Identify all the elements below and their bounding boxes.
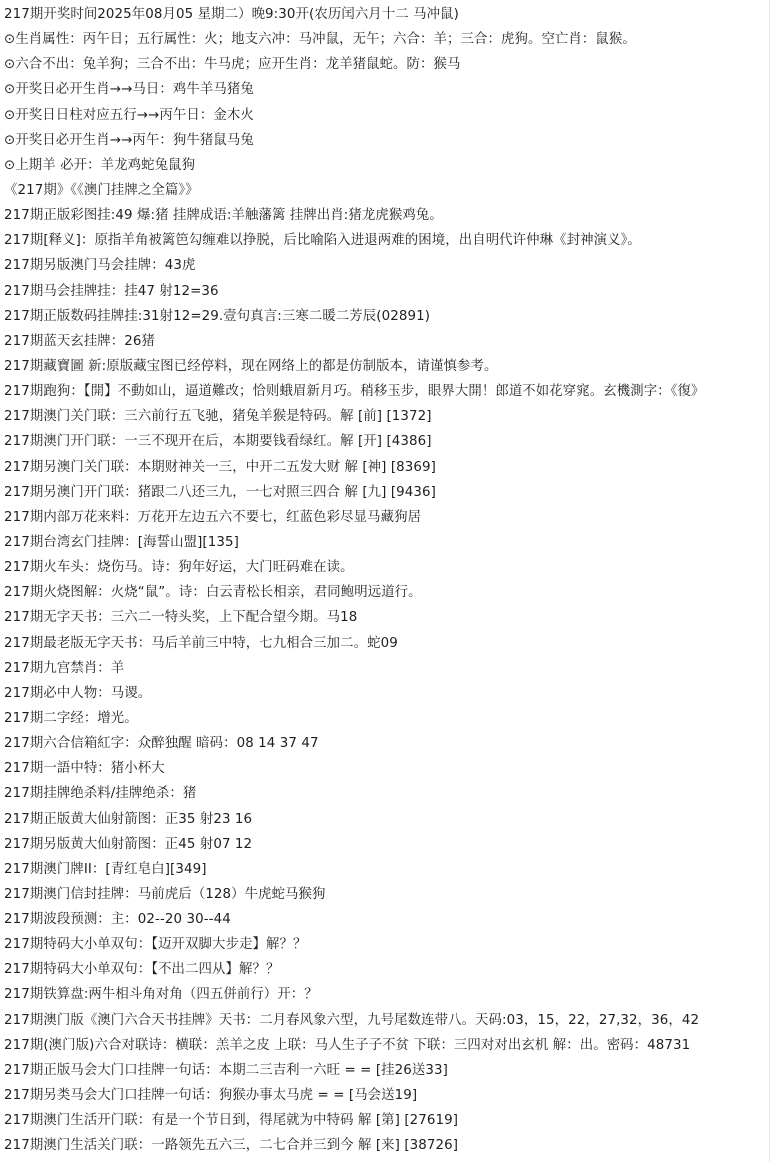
size-parity-line-1: 217期特码大小单双句：【迈开双脚大步走】解？？ (4, 937, 307, 953)
band-forecast-line: 217期波段预测：主：02--20 30--44 (4, 912, 231, 928)
train-head-line: 217期火车头：烧伤马。诗：狗年好运，大门旺码难在读。 (4, 560, 354, 576)
one-phrase-line: 217期一語中特：猪小杯大 (4, 761, 165, 777)
envelope-board-line: 217期澳门信封挂牌：马前虎后（128）牛虎蛇马猴狗 (4, 886, 326, 902)
zodiac-attribute-line: ⊙生肖属性：丙午日；五行属性：火；地支六冲：马冲鼠，无午；六合：羊；三合：虎狗。空亡肖：鼠猴。 (4, 32, 636, 48)
wanhua-line: 217期内部万花来料：万花开左边五六不要七，红蓝色彩尽显马藏狗居 (4, 509, 422, 525)
heaven-book-line: 217期澳门版《澳门六合天书挂牌》天书：二月春风象六型，九号尾数连带八。天码:03，15，22，27,32，36，42 (4, 1012, 700, 1028)
couplet-poem-line: 217期(澳门版)六合对联诗：横联：羔羊之皮 上联：马人生子子不贫 下联：三四对对出玄机 解：出。密码：48731 (4, 1037, 691, 1053)
last-issue-line: ⊙上期羊 必开：羊龙鸡蛇兔鼠狗 (4, 157, 196, 173)
two-word-line: 217期二字经：增光。 (4, 710, 138, 726)
life-open-couplet-line: 217期澳门生活开门联：有是一个节日到，得尾就为中特码 解 [第] [27619] (4, 1113, 459, 1129)
gate-phrase-line: 217期正版马会大门口挂牌一句话：本期二三吉利一六旺 = = [挂26送33] (4, 1062, 448, 1078)
digital-board-line: 217期正版数码挂牌挂:31射12=29.壹句真言:三寒二暖二芳辰(02891) (4, 308, 431, 324)
color-chart-line: 217期正版彩图挂:49 爆:猪 挂牌成语:羊触藩篱 挂牌出肖:猪龙虎猴鸡兔。 (4, 208, 443, 224)
oldest-no-word-book-line: 217期最老版无字天书：马后羊前三中特，七九相合三加二。蛇09 (4, 635, 398, 651)
alt-close-door-couplet-line: 217期另澳门关门联：本期财神关一三，中开二五发大财 解 [神] [8369] (4, 459, 436, 475)
day-element-line: ⊙开奖日日柱对应五行→→丙午日：金木火 (4, 107, 254, 123)
bingwu-zodiac-line: ⊙开奖日必开生肖→→丙午：狗牛猪鼠马兔 (4, 132, 254, 148)
alt-wong-arrow-line: 217期另版黄大仙射箭图：正45 射07 12 (4, 836, 253, 852)
fire-chart-line: 217期火烧图解：火烧“鼠”。诗：白云青松长相亲，君同鲍明远道行。 (4, 585, 422, 601)
open-door-couplet-line: 217期澳门开门联：一三不现开在后，本期要钱看绿红。解 [开] [4386] (4, 434, 432, 450)
wong-arrow-line: 217期正版黄大仙射箭图：正35 射23 16 (4, 811, 253, 827)
no-word-book-line: 217期无字天书：三六二一特头奖，上下配合望今期。马18 (4, 610, 358, 626)
alt-open-door-couplet-line: 217期另澳门开门联：猪跟二八还三九，一七对照三四合 解 [九] [9436] (4, 484, 436, 500)
kill-material-line: 217期挂牌绝杀料/挂牌绝杀：猪 (4, 786, 197, 802)
close-door-couplet-line: 217期澳门关门联：三六前行五飞驰，猪兔羊猴是特码。解 [前] [1372] (4, 409, 432, 425)
size-parity-line-2: 217期特码大小单双句：【不出二四从】解？？ (4, 962, 280, 978)
taiwan-board-line: 217期台湾玄门挂牌：[海誓山盟][135] (4, 534, 239, 550)
life-close-couplet-line: 217期澳门生活关门联：一路领先五六三，二七合并三到今 解 [来] [38726] (4, 1138, 459, 1154)
alt-gate-phrase-line: 217期另类马会大门口挂牌一句话：狗猴办事太马虎 = = [马会送19] (4, 1088, 418, 1104)
macau-board-ii-line: 217期澳门牌II：[青红皂白][349] (4, 861, 207, 877)
blue-sky-board-line: 217期蓝天玄挂牌：26猪 (4, 333, 156, 349)
abacus-line: 217期铁算盘:两牛相斗角对角（四五併前行）开：？ (4, 987, 318, 1003)
running-dog-line: 217期跑狗：【開】不動如山，逼道難改；恰则蛾眉新月巧。稍移玉步，眼界大開！郎道不如花穿窕。玄機測字：《復》 (4, 384, 705, 400)
treasure-map-line: 217期藏寶圖 新:原版藏宝图已经停料，现在网络上的都是仿制版本，请谨慎参考。 (4, 358, 498, 374)
nine-palace-line: 217期九宫禁肖：羊 (4, 660, 125, 676)
explanation-line: 217期[释义]：原指羊角被篱笆勾缠难以挣脱，后比喻陷入进退两难的困境，出自明代许仲琳《封神演义》。 (4, 233, 641, 249)
mailbox-red-line: 217期六合信箱紅字：众醉独醒 暗码：08 14 37 47 (4, 736, 319, 752)
jockey-board-line: 217期马会挂牌挂：挂47 射12=36 (4, 283, 219, 299)
alt-macau-board-line: 217期另版澳门马会挂牌：43虎 (4, 258, 196, 274)
section-heading: 《217期》《《澳门挂牌之全篇》》 (4, 182, 199, 198)
liuhe-sanhe-line: ⊙六合不出：兔羊狗；三合不出：牛马虎；应开生肖：龙羊猪鼠蛇。防：猴马 (4, 57, 461, 73)
must-hit-person-line: 217期必中人物：马谡。 (4, 685, 152, 701)
draw-time-line: 217期开奖时间2025年08月05 星期二）晚9:30开(农历闰六月十二 马冲鼠) (4, 7, 459, 22)
must-open-zodiac-line: ⊙开奖日必开生肖→→马日：鸡牛羊马猪兔 (4, 82, 254, 98)
